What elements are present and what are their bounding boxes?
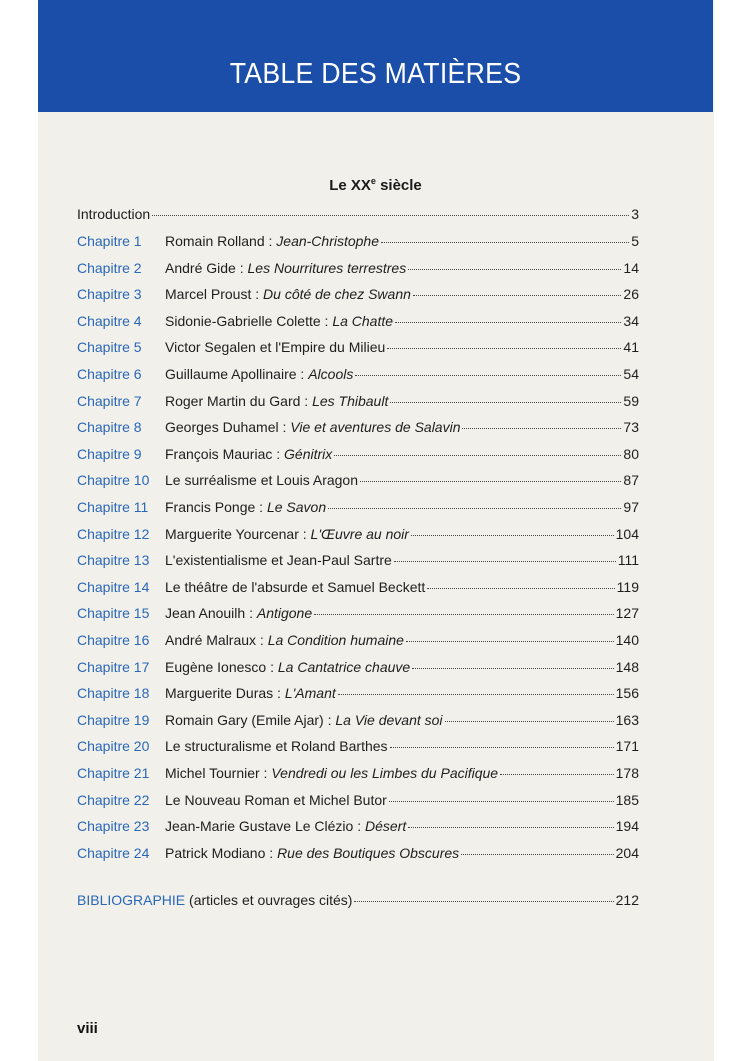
page-number: 5 <box>631 233 639 249</box>
toc-row-chapter-4[interactable] <box>77 313 639 335</box>
chapter-author: L'existentialisme et Jean-Paul Sartre <box>165 552 392 569</box>
section-title-suffix: siècle <box>375 177 422 194</box>
chapter-work-title: Du côté de chez Swann <box>263 286 411 303</box>
toc-row-chapter-3[interactable] <box>77 286 639 308</box>
chapter-separator: : <box>235 259 248 276</box>
page-folio: viii <box>77 1020 98 1037</box>
dot-leader <box>500 773 614 775</box>
chapter-work-title: Les Nourritures terrestres <box>247 259 407 276</box>
dot-leader <box>427 587 614 589</box>
toc-introduction[interactable] <box>77 206 639 228</box>
chapter-number: Chapitre 11 <box>77 499 149 515</box>
chapter-work-title: Antigone <box>256 605 313 622</box>
toc-row-chapter-23[interactable] <box>77 818 639 840</box>
chapter-number: Chapitre 20 <box>77 738 150 755</box>
chapter-work-title: La Condition humaine <box>267 632 404 648</box>
chapter-number: Chapitre 7 <box>77 392 142 409</box>
chapter-separator: : <box>323 711 336 728</box>
page-number: 80 <box>623 445 639 462</box>
chapter-separator: : <box>298 525 311 542</box>
toc-row-chapter-8[interactable] <box>77 419 639 441</box>
chapter-author: Le structuralisme et Roland Barthes <box>165 738 388 755</box>
chapter-author: André Malraux <box>165 632 257 648</box>
dot-leader <box>445 720 614 722</box>
chapter-number: Chapitre 21 <box>77 765 150 781</box>
chapter-number: Chapitre 6 <box>77 366 142 382</box>
chapter-author: Jean-Marie Gustave Le Clézio <box>165 818 354 835</box>
toc-row-chapter-9[interactable] <box>77 446 639 468</box>
chapter-author: Le théâtre de l'absurde et Samuel Beckett <box>165 578 426 595</box>
chapter-separator: : <box>245 605 257 622</box>
chapter-number: Chapitre 5 <box>77 339 142 356</box>
chapter-number: Chapitre 19 <box>77 711 150 728</box>
chapter-separator: : <box>256 632 268 648</box>
dot-leader <box>390 746 614 748</box>
chapter-author: Marcel Proust <box>165 286 252 303</box>
page-number: 119 <box>616 578 639 595</box>
chapter-number: Chapitre 8 <box>77 419 142 436</box>
dot-leader <box>354 900 613 902</box>
chapter-author: Michel Tournier <box>165 765 260 781</box>
page-number: 194 <box>615 818 639 835</box>
dot-leader <box>412 667 613 669</box>
toc-row-chapter-7[interactable] <box>77 393 639 415</box>
page-number: 104 <box>615 525 639 542</box>
bibliography-label: BIBLIOGRAPHIE <box>77 892 186 908</box>
dot-leader <box>355 374 621 376</box>
page-title: TABLE DES MATIÈRES <box>229 58 522 90</box>
chapter-number: Chapitre 12 <box>77 525 150 542</box>
chapter-author: André Gide <box>165 259 236 276</box>
chapter-separator: : <box>272 445 285 462</box>
dot-leader <box>390 401 621 403</box>
chapter-author: Victor Segalen et l'Empire du Milieu <box>165 339 386 356</box>
chapter-author: Guillaume Apollinaire <box>165 366 297 382</box>
page-number: 140 <box>615 632 639 648</box>
chapter-author: Patrick Modiano <box>165 844 266 861</box>
dot-leader <box>394 560 616 562</box>
page-number: 14 <box>623 259 639 276</box>
chapter-separator: : <box>296 366 309 382</box>
chapter-author: François Mauriac <box>165 445 273 462</box>
page-number: 41 <box>623 339 639 356</box>
page-number: 212 <box>615 892 639 908</box>
introduction-label: Introduction <box>77 206 151 222</box>
dot-leader <box>360 480 621 482</box>
page-number: 204 <box>615 844 639 861</box>
page-number: 73 <box>623 419 639 436</box>
toc-row-chapter-1[interactable] <box>77 233 639 255</box>
chapter-separator: : <box>300 392 313 409</box>
chapter-author: Le surréalisme et Louis Aragon <box>165 472 358 489</box>
dot-leader <box>413 294 622 296</box>
dot-leader <box>461 853 613 855</box>
section-title-sup: e <box>370 176 376 186</box>
page-number: 87 <box>623 472 639 489</box>
bibliography-note: (articles et ouvrages cités) <box>185 892 353 908</box>
chapter-number: Chapitre 15 <box>77 605 150 622</box>
page-number: 171 <box>615 738 639 755</box>
chapter-work-title: Désert <box>364 818 407 835</box>
toc-row-chapter-12[interactable] <box>77 526 639 548</box>
toc-bibliography[interactable] <box>77 892 639 914</box>
chapter-number: Chapitre 23 <box>77 818 150 835</box>
chapter-author: Marguerite Yourcenar <box>165 525 299 542</box>
chapter-author: Jean Anouilh <box>165 605 246 622</box>
chapter-separator: : <box>353 818 365 835</box>
chapter-work-title: Jean-Christophe <box>276 233 380 249</box>
page-number: 34 <box>623 312 639 329</box>
chapter-author: Romain Gary (Emile Ajar) <box>165 711 324 728</box>
chapter-author: Roger Martin du Gard <box>165 392 301 409</box>
chapter-separator: : <box>255 499 267 515</box>
chapter-number: Chapitre 22 <box>77 791 150 808</box>
chapter-author: Francis Ponge <box>165 499 256 515</box>
header-banner <box>38 0 713 112</box>
page-number: 3 <box>631 206 639 222</box>
chapter-work-title: La Cantatrice chauve <box>277 658 411 675</box>
page-number: 127 <box>615 605 639 622</box>
chapter-author: Georges Duhamel <box>165 419 279 436</box>
dot-leader <box>381 241 629 243</box>
chapter-number: Chapitre 9 <box>77 445 142 462</box>
chapter-work-title: La Vie devant soi <box>335 711 443 728</box>
chapter-number: Chapitre 24 <box>77 844 150 861</box>
chapter-work-title: Vie et aventures de Salavin <box>290 419 461 436</box>
chapter-work-title: Le Savon <box>266 499 327 515</box>
chapter-separator: : <box>266 658 278 675</box>
chapter-work-title: Vendredi ou les Limbes du Pacifique <box>271 765 499 781</box>
chapter-number: Chapitre 10 <box>77 472 150 489</box>
section-title-prefix: Le XX <box>329 177 371 194</box>
toc-row-chapter-18[interactable] <box>77 685 639 707</box>
chapter-number: Chapitre 4 <box>77 312 142 329</box>
toc-row-chapter-2[interactable] <box>77 260 639 282</box>
chapter-author: Le Nouveau Roman et Michel Butor <box>165 791 387 808</box>
page-number: 59 <box>623 392 639 409</box>
chapter-author: Sidonie-Gabrielle Colette <box>165 312 321 329</box>
dot-leader <box>334 454 621 456</box>
chapter-separator: : <box>320 312 333 329</box>
page-number: 185 <box>615 791 639 808</box>
chapter-separator: : <box>273 685 285 702</box>
toc-row-chapter-24[interactable] <box>77 845 639 867</box>
chapter-number: Chapitre 17 <box>77 658 150 675</box>
toc-row-chapter-22[interactable] <box>77 792 639 814</box>
chapter-number: Chapitre 2 <box>77 259 142 276</box>
dot-leader <box>338 693 614 695</box>
dot-leader <box>411 534 614 536</box>
section-title <box>38 176 713 194</box>
toc-row-chapter-16[interactable] <box>77 632 639 654</box>
dot-leader <box>152 214 629 216</box>
dot-leader <box>395 321 621 323</box>
chapter-separator: : <box>278 419 291 436</box>
chapter-author: Romain Rolland <box>165 233 265 249</box>
toc-row-chapter-17[interactable] <box>77 659 639 681</box>
chapter-work-title: Génitrix <box>284 445 333 462</box>
dot-leader <box>389 800 614 802</box>
toc-row-chapter-5[interactable] <box>77 339 639 361</box>
chapter-author: Marguerite Duras <box>165 685 274 702</box>
page-number: 54 <box>623 366 639 382</box>
dot-leader <box>462 427 621 429</box>
chapter-separator: : <box>264 233 277 249</box>
chapter-author: Eugène Ionesco <box>165 658 267 675</box>
toc-row-chapter-15[interactable] <box>77 605 639 627</box>
dot-leader <box>314 613 614 615</box>
toc-row-chapter-13[interactable] <box>77 552 639 574</box>
chapter-number: Chapitre 13 <box>77 552 150 569</box>
page-number: 178 <box>615 765 639 781</box>
chapter-work-title: Rue des Boutiques Obscures <box>277 844 460 861</box>
chapter-work-title: Les Thibault <box>312 392 389 409</box>
chapter-number: Chapitre 3 <box>77 286 142 303</box>
page-number: 111 <box>617 552 639 569</box>
toc-row-chapter-6[interactable] <box>77 366 639 388</box>
chapter-separator: : <box>251 286 264 303</box>
chapter-work-title: L'Amant <box>284 685 336 702</box>
chapter-number: Chapitre 18 <box>77 685 150 702</box>
dot-leader <box>406 640 614 642</box>
chapter-number: Chapitre 14 <box>77 578 150 595</box>
toc-row-chapter-20[interactable] <box>77 738 639 760</box>
page-number: 97 <box>623 499 639 515</box>
chapter-work-title: Alcools <box>308 366 354 382</box>
page-number: 148 <box>615 658 639 675</box>
chapter-separator: : <box>265 844 278 861</box>
dot-leader <box>387 347 621 349</box>
toc-row-chapter-14[interactable] <box>77 579 639 601</box>
dot-leader <box>408 826 613 828</box>
chapter-work-title: L'Œuvre au noir <box>310 525 409 542</box>
page-number: 26 <box>623 286 639 303</box>
page-number: 163 <box>615 711 639 728</box>
toc-row-chapter-10[interactable] <box>77 472 639 494</box>
dot-leader <box>408 268 621 270</box>
toc-row-chapter-19[interactable] <box>77 712 639 734</box>
dot-leader <box>328 507 621 509</box>
chapter-number: Chapitre 1 <box>77 233 142 249</box>
chapter-number: Chapitre 16 <box>77 632 150 648</box>
chapter-separator: : <box>259 765 272 781</box>
page-number: 156 <box>615 685 639 702</box>
toc-row-chapter-11[interactable] <box>77 499 639 521</box>
chapter-work-title: La Chatte <box>332 312 394 329</box>
toc-row-chapter-21[interactable] <box>77 765 639 787</box>
